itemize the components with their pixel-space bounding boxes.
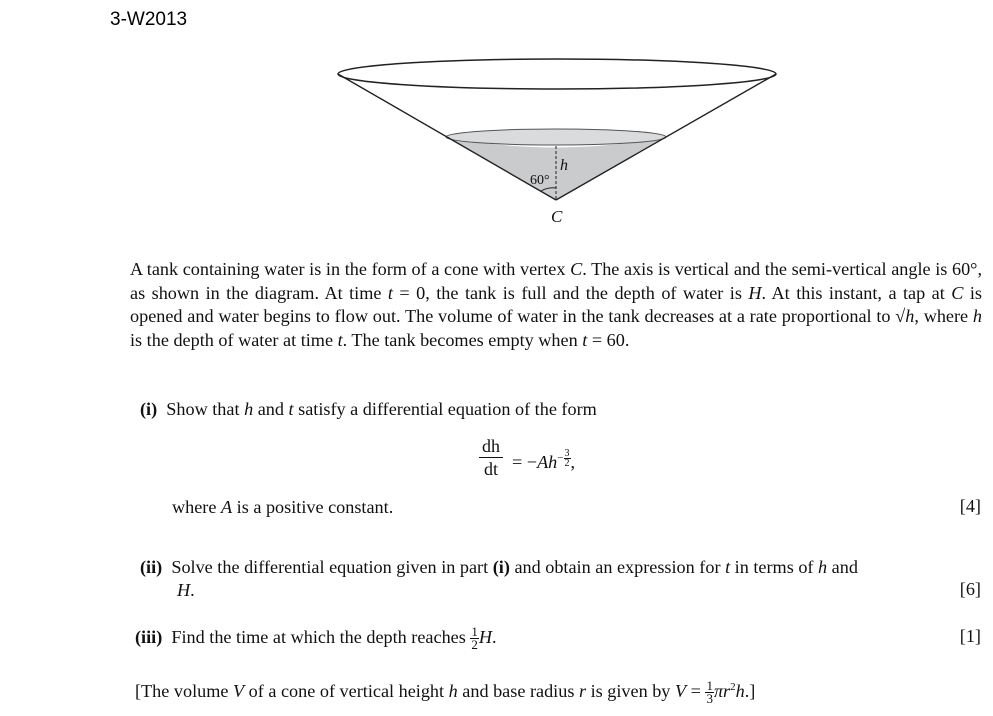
part-ii-statement: (ii) Solve the differential equation given in part (i) and obtain an expression for t in terms of h and bbox=[140, 557, 858, 577]
part-i-statement: (i) Show that h and t satisfy a differential equation of the form bbox=[140, 399, 597, 419]
vertex-label: C bbox=[551, 207, 563, 226]
question-intro: A tank containing water is in the form of a cone with vertex C. The axis is vertical and the semi-vertical angle is 60°, as shown in the diagram. At time t = 0, the tank is full and the depth of water is H. At this instant, a tap at C is opened and water begins to flow out. The volume of water in the tank decreases at a rate proportional to √h, where h is the depth of water at time t. The tank becomes empty when t = 60. bbox=[130, 259, 983, 350]
part-i-marks: [4] bbox=[959, 496, 981, 516]
water-surface bbox=[446, 129, 666, 145]
part-iii-marks: [1] bbox=[959, 626, 981, 646]
part-ii-continuation: H. bbox=[177, 580, 195, 600]
part-ii-marks: [6] bbox=[959, 579, 981, 599]
cone-rim bbox=[338, 59, 776, 89]
part-iii-statement: (iii) Find the time at which the depth reaches $\frac{1}{2}$ H. bbox=[135, 624, 497, 653]
angle-label: 60° bbox=[530, 173, 550, 188]
differential-equation-rhs: = $-Ah^{- \frac{3}{2}}$ , bbox=[512, 448, 576, 473]
question-reference: 3-W2013 bbox=[110, 9, 188, 30]
volume-formula-note: [The volume V of a cone of vertical height h and base radius r is given by V = $\frac{1}{3}$ $\pi r^2h$.] bbox=[135, 678, 756, 707]
cone-diagram bbox=[0, 0, 993, 240]
part-i-where: where A is a positive constant. bbox=[172, 497, 394, 517]
height-label: h bbox=[560, 157, 568, 174]
derivative-fraction: $\frac{dh}{dt}$ bbox=[479, 435, 503, 480]
